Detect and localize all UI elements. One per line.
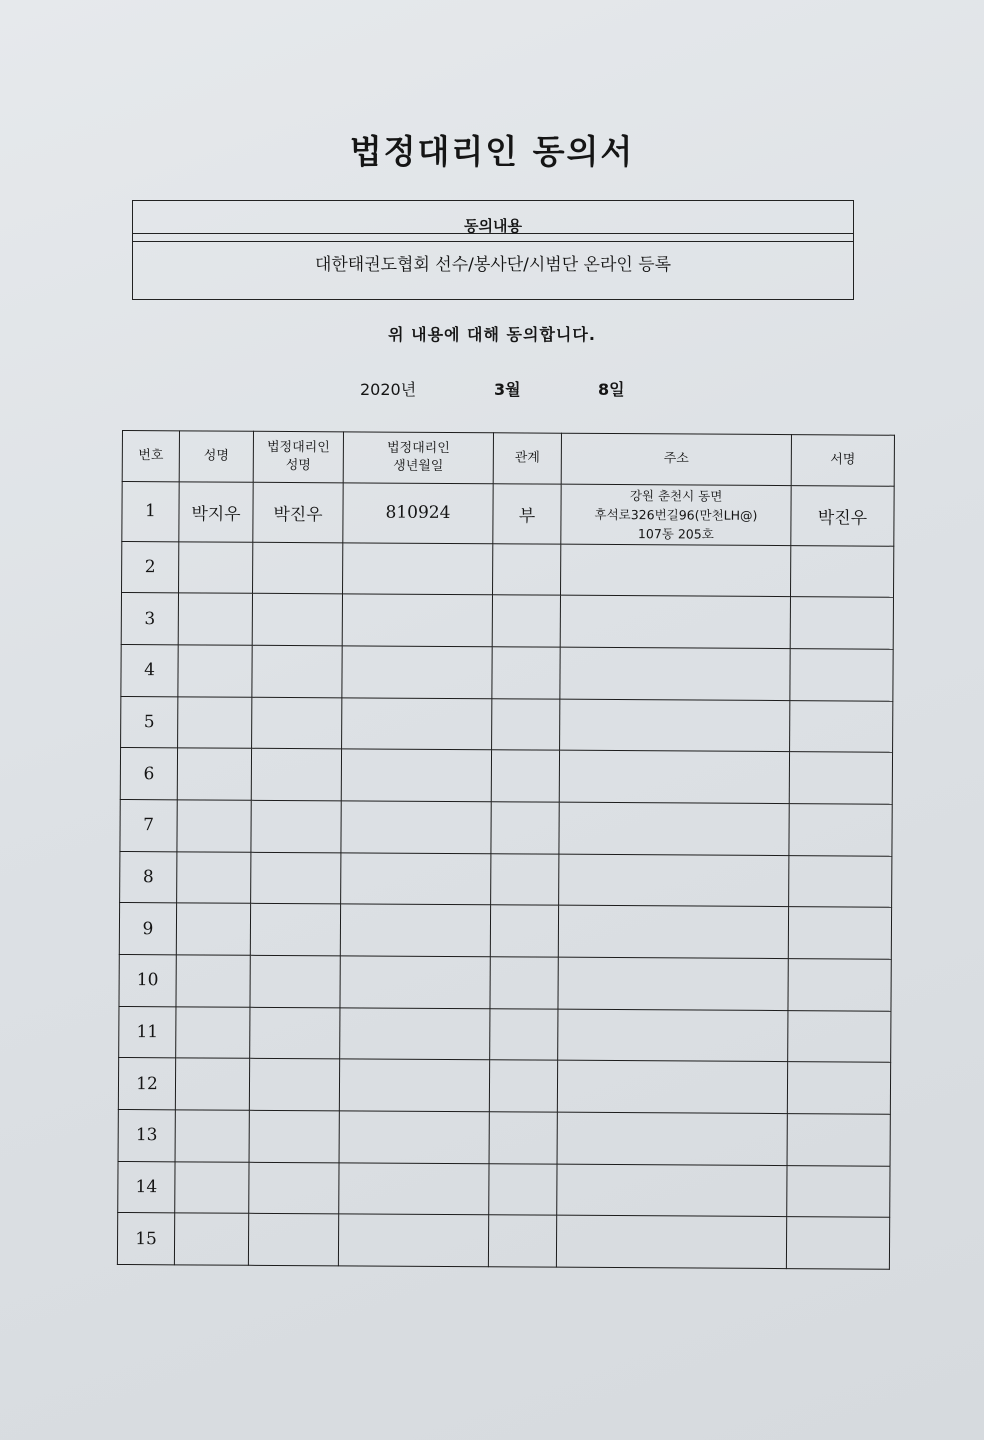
cell-name [177, 852, 251, 904]
cell-relation [488, 1215, 556, 1267]
cell-address [559, 751, 789, 804]
cell-name [178, 645, 252, 697]
cell-relation [489, 1112, 557, 1164]
cell-name: 박지우 [179, 482, 253, 542]
table-row [119, 1006, 891, 1062]
agreement-statement: 위 내용에 대해 동의합니다. [388, 325, 596, 344]
address-line-2: 후석로326번길96(만천LH@) [594, 506, 758, 523]
cell-no: 7 [120, 800, 177, 852]
consent-header-label: 동의내용 [464, 217, 522, 235]
cell-guardian-birth: 810924 [343, 483, 493, 544]
cell-guardian-birth [339, 1059, 489, 1112]
table-row [122, 482, 894, 546]
cell-guardian-name [249, 1110, 339, 1162]
cell-guardian-birth [343, 543, 493, 596]
cell-address [559, 802, 789, 855]
cell-guardian-name [250, 904, 340, 956]
cell-name [178, 593, 252, 645]
cell-signature [788, 907, 891, 959]
cell-relation [490, 1008, 558, 1060]
cell-relation [489, 1060, 557, 1112]
consent-header-row [133, 201, 853, 242]
header-address: 주소 [561, 433, 791, 485]
cell-signature: 박진우 [791, 486, 894, 546]
cell-relation [492, 647, 560, 699]
cell-name [175, 1110, 249, 1162]
cell-address [561, 484, 791, 545]
cell-name [177, 800, 251, 852]
table-row [117, 1213, 889, 1269]
table-row [118, 1109, 890, 1165]
cell-relation [492, 544, 560, 596]
cell-guardian-name [249, 1059, 339, 1111]
cell-name [176, 903, 250, 955]
table-row [120, 800, 892, 856]
table-header-row [122, 431, 894, 487]
cell-guardian-birth [340, 1007, 490, 1060]
table-row [121, 593, 893, 649]
table-row [120, 748, 892, 804]
consent-content-box [132, 200, 854, 300]
header-name: 성명 [179, 431, 253, 482]
cell-guardian-name [251, 800, 341, 852]
cell-guardian-name [252, 645, 342, 697]
cell-no: 1 [122, 482, 179, 542]
cell-guardian-birth [341, 749, 491, 802]
cell-address [560, 699, 790, 752]
cell-address [556, 1215, 786, 1268]
table-row [121, 696, 893, 752]
cell-address [560, 647, 790, 700]
cell-signature [789, 855, 892, 907]
cell-no: 5 [121, 696, 178, 748]
cell-address [558, 906, 788, 959]
cell-guardian-birth [339, 1162, 489, 1215]
cell-guardian-name [253, 542, 343, 594]
cell-guardian-birth [342, 594, 492, 647]
cell-relation [491, 802, 559, 854]
cell-no: 8 [120, 851, 177, 903]
address-line-3: 107동 205호 [637, 526, 714, 542]
table-row [118, 1058, 890, 1114]
cell-address [558, 957, 788, 1010]
cell-guardian-name [250, 955, 340, 1007]
header-guardian-name-text: 법정대리인 성명 [266, 439, 330, 474]
cell-signature [789, 804, 892, 856]
table-row [121, 645, 893, 701]
header-relation: 관계 [493, 433, 561, 484]
cell-no: 12 [118, 1058, 175, 1110]
cell-address [557, 1112, 787, 1165]
guardian-roster-table [117, 430, 895, 1270]
cell-guardian-name [252, 594, 342, 646]
cell-signature [787, 1165, 890, 1217]
cell-guardian-birth [342, 646, 492, 699]
cell-no: 15 [117, 1213, 174, 1265]
cell-address [559, 854, 789, 907]
cell-name [178, 697, 252, 749]
cell-relation [491, 750, 559, 802]
cell-no: 9 [119, 903, 176, 955]
cell-no: 6 [120, 748, 177, 800]
cell-relation [492, 595, 560, 647]
cell-signature [790, 649, 893, 701]
cell-guardian-birth [341, 853, 491, 906]
cell-guardian-birth [338, 1214, 488, 1267]
cell-name [179, 542, 253, 594]
cell-name [176, 955, 250, 1007]
cell-no: 10 [119, 954, 176, 1006]
cell-relation [489, 1163, 557, 1215]
cell-relation: 부 [493, 484, 561, 544]
cell-no: 11 [119, 1006, 176, 1058]
document-title: 법정대리인 동의서 [349, 132, 635, 171]
cell-relation [491, 853, 559, 905]
cell-name [176, 1006, 250, 1058]
cell-no: 4 [121, 645, 178, 697]
cell-signature [787, 1114, 890, 1166]
header-signature: 서명 [791, 435, 894, 487]
cell-guardian-birth [341, 801, 491, 854]
header-guardian-name [253, 431, 343, 483]
cell-signature [790, 597, 893, 649]
cell-relation [490, 905, 558, 957]
cell-signature [788, 1010, 891, 1062]
cell-signature [790, 700, 893, 752]
cell-address [558, 1009, 788, 1062]
table-row [118, 1161, 890, 1217]
cell-guardian-name [252, 697, 342, 749]
header-guardian-birth [343, 432, 493, 484]
date-year: 2020년 [360, 380, 417, 399]
date-day: 8일 [598, 380, 625, 399]
header-guardian-birth-text: 법정대리인 생년월일 [386, 440, 450, 474]
cell-guardian-birth [340, 904, 490, 957]
date-month: 3월 [494, 380, 521, 399]
table-row [122, 541, 894, 597]
cell-signature [790, 545, 893, 597]
consent-header-divider [133, 233, 853, 234]
cell-address [560, 544, 790, 597]
cell-guardian-name [248, 1214, 338, 1266]
cell-name [174, 1213, 248, 1265]
cell-address [557, 1060, 787, 1113]
cell-guardian-name [249, 1162, 339, 1214]
cell-guardian-birth [339, 1111, 489, 1164]
consent-content-text: 대한태권도협회 선수/봉사단/시범단 온라인 등록 [314, 255, 672, 275]
cell-no: 14 [118, 1161, 175, 1213]
cell-signature [788, 959, 891, 1011]
cell-signature [787, 1062, 890, 1114]
cell-name [177, 748, 251, 800]
table-row [119, 954, 891, 1010]
cell-no: 3 [121, 593, 178, 645]
table-row [119, 903, 891, 959]
cell-name [175, 1161, 249, 1213]
header-no: 번호 [122, 431, 179, 482]
address-line-1: 강원 춘천시 동면 [629, 487, 723, 504]
cell-no: 13 [118, 1109, 175, 1161]
cell-guardian-name: 박진우 [253, 482, 343, 542]
cell-signature [789, 752, 892, 804]
cell-guardian-name [250, 1007, 340, 1059]
cell-no: 2 [122, 541, 179, 593]
cell-address [560, 596, 790, 649]
cell-guardian-name [251, 749, 341, 801]
table-row [120, 851, 892, 907]
cell-address [557, 1164, 787, 1217]
cell-signature [786, 1217, 889, 1269]
cell-guardian-birth [340, 956, 490, 1009]
cell-guardian-name [251, 852, 341, 904]
cell-name [175, 1058, 249, 1110]
cell-relation [490, 957, 558, 1009]
cell-guardian-birth [342, 698, 492, 751]
cell-relation [492, 698, 560, 750]
